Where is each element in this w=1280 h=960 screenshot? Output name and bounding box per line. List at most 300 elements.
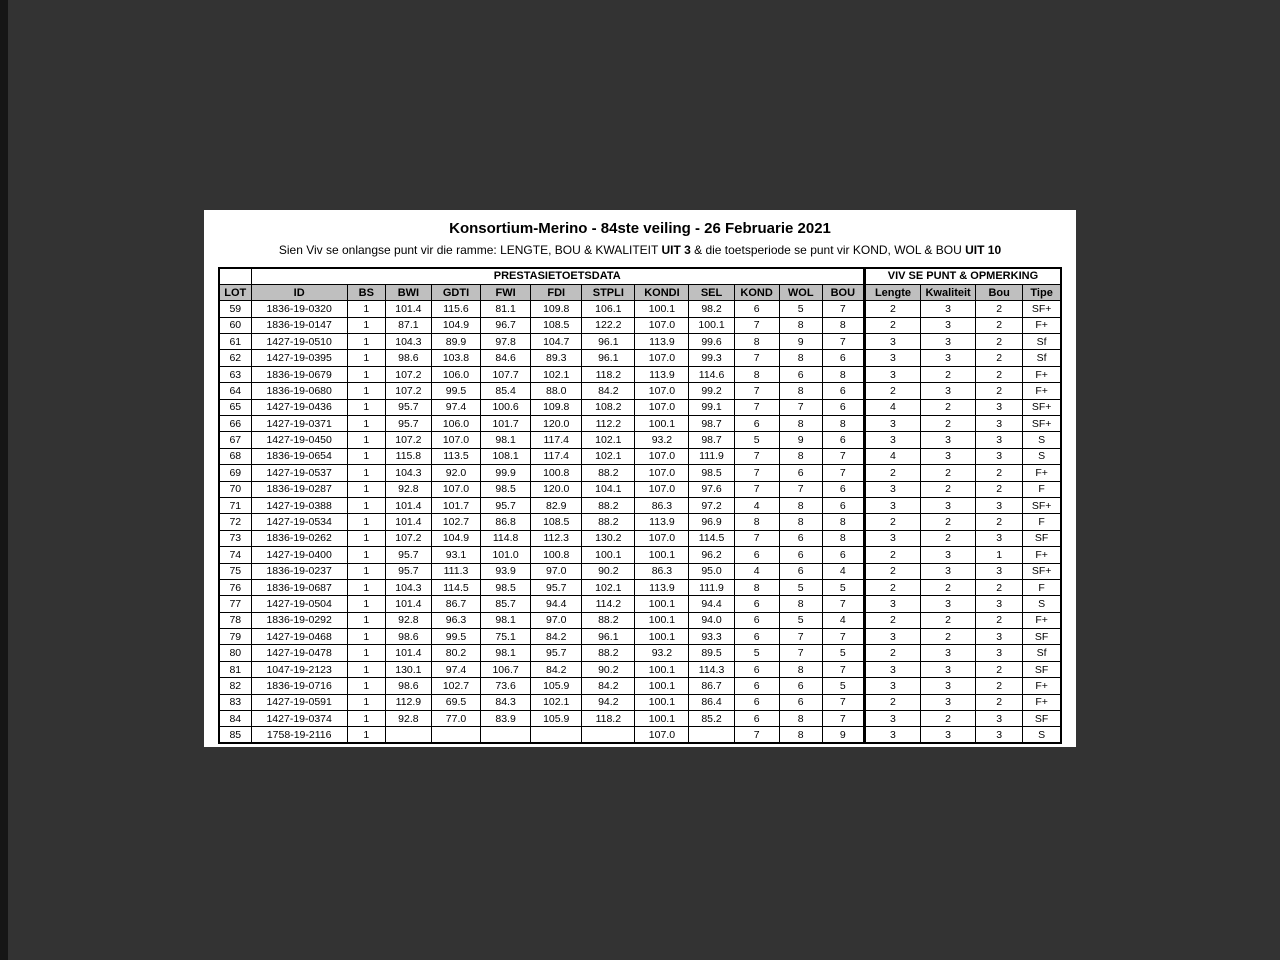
cell-wol: 6 xyxy=(779,694,822,710)
cell-id: 1836-19-0292 xyxy=(251,612,347,628)
cell-kond: 6 xyxy=(734,416,779,432)
cell-wol: 5 xyxy=(779,301,822,317)
cell-gdti: 104.9 xyxy=(431,530,480,546)
cell-stpli: 118.2 xyxy=(582,711,635,727)
cell-bou: 5 xyxy=(822,678,864,694)
cell-kondi: 100.1 xyxy=(635,547,689,563)
cell-kwaliteit: 3 xyxy=(921,645,976,661)
cell-kwaliteit: 3 xyxy=(921,334,976,350)
performance-table xyxy=(218,267,1062,744)
cell-bs: 1 xyxy=(347,465,385,481)
cell-tipe: Sf xyxy=(1023,645,1061,661)
cell-kond: 7 xyxy=(734,465,779,481)
cell-gdti: 99.5 xyxy=(431,383,480,399)
cell-kwaliteit: 3 xyxy=(921,301,976,317)
cell-bs: 1 xyxy=(347,399,385,415)
cell-kwaliteit: 2 xyxy=(921,711,976,727)
cell-id: 1836-19-0320 xyxy=(251,301,347,317)
cell-bou: 3 xyxy=(976,645,1023,661)
cell-bou: 3 xyxy=(976,563,1023,579)
cell-tipe: SF+ xyxy=(1023,416,1061,432)
cell-fwi: 107.7 xyxy=(481,366,531,382)
viewer-edge-strip xyxy=(0,0,8,960)
table-row xyxy=(219,596,1061,612)
cell-fdi: 102.1 xyxy=(531,366,582,382)
cell-fwi: 95.7 xyxy=(481,497,531,513)
cell-gdti: 115.6 xyxy=(431,301,480,317)
cell-sel xyxy=(689,727,734,743)
cell-bou: 6 xyxy=(822,497,864,513)
cell-bou: 4 xyxy=(822,612,864,628)
cell-wol: 6 xyxy=(779,530,822,546)
document-page xyxy=(204,210,1076,747)
cell-tipe: Sf xyxy=(1023,334,1061,350)
cell-bou: 3 xyxy=(976,711,1023,727)
cell-tipe: F xyxy=(1023,514,1061,530)
cell-bwi: 101.4 xyxy=(385,645,431,661)
cell-gdti: 92.0 xyxy=(431,465,480,481)
cell-lengte: 3 xyxy=(864,711,920,727)
cell-fdi: 97.0 xyxy=(531,563,582,579)
cell-wol: 7 xyxy=(779,481,822,497)
table-row xyxy=(219,334,1061,350)
cell-lengte: 3 xyxy=(864,497,920,513)
cell-stpli: 130.2 xyxy=(582,530,635,546)
column-header-lengte: Lengte xyxy=(864,284,920,300)
cell-sel: 99.1 xyxy=(689,399,734,415)
table-row xyxy=(219,612,1061,628)
cell-bs: 1 xyxy=(347,481,385,497)
cell-bou: 3 xyxy=(976,399,1023,415)
cell-lot: 81 xyxy=(219,661,251,677)
cell-bwi: 112.9 xyxy=(385,694,431,710)
cell-gdti: 69.5 xyxy=(431,694,480,710)
cell-id: 1427-19-0468 xyxy=(251,629,347,645)
cell-fdi: 95.7 xyxy=(531,579,582,595)
cell-lot: 82 xyxy=(219,678,251,694)
cell-bs: 1 xyxy=(347,514,385,530)
cell-bou: 2 xyxy=(976,514,1023,530)
cell-tipe: S xyxy=(1023,448,1061,464)
cell-bou: 2 xyxy=(976,612,1023,628)
cell-lengte: 2 xyxy=(864,547,920,563)
cell-tipe: SF+ xyxy=(1023,301,1061,317)
cell-kondi: 100.1 xyxy=(635,694,689,710)
cell-fdi: 120.0 xyxy=(531,416,582,432)
cell-bou: 3 xyxy=(976,448,1023,464)
cell-tipe: SF+ xyxy=(1023,563,1061,579)
cell-tipe: F+ xyxy=(1023,383,1061,399)
cell-tipe: SF+ xyxy=(1023,497,1061,513)
cell-lot: 76 xyxy=(219,579,251,595)
cell-lengte: 3 xyxy=(864,629,920,645)
cell-tipe: SF+ xyxy=(1023,399,1061,415)
table-body xyxy=(219,301,1061,744)
cell-lengte: 2 xyxy=(864,612,920,628)
column-header-gdti: GDTI xyxy=(431,284,480,300)
cell-gdti: 99.5 xyxy=(431,629,480,645)
cell-lot: 69 xyxy=(219,465,251,481)
cell-bs: 1 xyxy=(347,448,385,464)
cell-tipe: SF xyxy=(1023,629,1061,645)
cell-gdti: 86.7 xyxy=(431,596,480,612)
cell-bou: 9 xyxy=(822,727,864,743)
cell-bou: 3 xyxy=(976,497,1023,513)
cell-bwi: 101.4 xyxy=(385,514,431,530)
cell-id: 1427-19-0395 xyxy=(251,350,347,366)
cell-bou: 3 xyxy=(976,416,1023,432)
cell-bou: 2 xyxy=(976,481,1023,497)
cell-wol: 8 xyxy=(779,727,822,743)
cell-kondi: 86.3 xyxy=(635,497,689,513)
cell-bou: 3 xyxy=(976,727,1023,743)
cell-fdi: 100.8 xyxy=(531,547,582,563)
table-row xyxy=(219,711,1061,727)
cell-gdti: 77.0 xyxy=(431,711,480,727)
cell-kwaliteit: 3 xyxy=(921,350,976,366)
cell-sel: 100.1 xyxy=(689,317,734,333)
cell-id: 1427-19-0371 xyxy=(251,416,347,432)
cell-sel: 99.6 xyxy=(689,334,734,350)
table-row xyxy=(219,497,1061,513)
cell-id: 1836-19-0687 xyxy=(251,579,347,595)
cell-lot: 60 xyxy=(219,317,251,333)
cell-bou: 8 xyxy=(822,366,864,382)
cell-lengte: 2 xyxy=(864,383,920,399)
cell-gdti: 107.0 xyxy=(431,432,480,448)
cell-bou: 7 xyxy=(822,448,864,464)
cell-stpli: 90.2 xyxy=(582,563,635,579)
cell-sel: 111.9 xyxy=(689,579,734,595)
column-header-lot: LOT xyxy=(219,284,251,300)
cell-kond: 6 xyxy=(734,694,779,710)
table-row xyxy=(219,530,1061,546)
cell-id: 1427-19-0436 xyxy=(251,399,347,415)
cell-kond: 8 xyxy=(734,579,779,595)
cell-fwi: 85.7 xyxy=(481,596,531,612)
cell-fwi: 97.8 xyxy=(481,334,531,350)
cell-tipe: SF xyxy=(1023,661,1061,677)
cell-kwaliteit: 3 xyxy=(921,383,976,399)
group-header-spacer xyxy=(219,268,251,284)
cell-stpli: 96.1 xyxy=(582,629,635,645)
cell-kond: 7 xyxy=(734,317,779,333)
cell-wol: 8 xyxy=(779,448,822,464)
cell-kond: 7 xyxy=(734,448,779,464)
cell-wol: 6 xyxy=(779,563,822,579)
cell-gdti: 107.0 xyxy=(431,481,480,497)
cell-fwi: 98.5 xyxy=(481,579,531,595)
cell-fwi: 85.4 xyxy=(481,383,531,399)
cell-id: 1427-19-0388 xyxy=(251,497,347,513)
cell-wol: 6 xyxy=(779,465,822,481)
column-header-bwi: BWI xyxy=(385,284,431,300)
cell-kond: 6 xyxy=(734,711,779,727)
cell-bs: 1 xyxy=(347,727,385,743)
table-row xyxy=(219,727,1061,743)
cell-gdti: 89.9 xyxy=(431,334,480,350)
cell-lot: 71 xyxy=(219,497,251,513)
cell-wol: 8 xyxy=(779,317,822,333)
cell-kwaliteit: 3 xyxy=(921,432,976,448)
cell-tipe: F+ xyxy=(1023,317,1061,333)
cell-bwi: 107.2 xyxy=(385,366,431,382)
cell-wol: 7 xyxy=(779,399,822,415)
cell-stpli: 96.1 xyxy=(582,334,635,350)
cell-id: 1427-19-0374 xyxy=(251,711,347,727)
cell-tipe: F+ xyxy=(1023,547,1061,563)
cell-lengte: 3 xyxy=(864,727,920,743)
cell-stpli: 88.2 xyxy=(582,465,635,481)
page-subtitle xyxy=(204,243,1076,258)
cell-sel: 114.3 xyxy=(689,661,734,677)
cell-sel: 99.3 xyxy=(689,350,734,366)
cell-bou: 5 xyxy=(822,579,864,595)
cell-stpli: 88.2 xyxy=(582,645,635,661)
cell-bou: 2 xyxy=(976,301,1023,317)
cell-id: 1047-19-2123 xyxy=(251,661,347,677)
column-header-bs: BS xyxy=(347,284,385,300)
cell-bwi: 101.4 xyxy=(385,301,431,317)
cell-bou: 7 xyxy=(822,629,864,645)
cell-kondi: 107.0 xyxy=(635,317,689,333)
cell-sel: 86.4 xyxy=(689,694,734,710)
cell-kondi: 107.0 xyxy=(635,350,689,366)
cell-lot: 62 xyxy=(219,350,251,366)
cell-lengte: 3 xyxy=(864,596,920,612)
cell-gdti: 80.2 xyxy=(431,645,480,661)
cell-bou: 2 xyxy=(976,366,1023,382)
cell-lengte: 3 xyxy=(864,350,920,366)
cell-kondi: 107.0 xyxy=(635,383,689,399)
cell-bwi: 92.8 xyxy=(385,612,431,628)
cell-bwi: 92.8 xyxy=(385,711,431,727)
cell-bs: 1 xyxy=(347,661,385,677)
cell-kond: 6 xyxy=(734,612,779,628)
cell-wol: 6 xyxy=(779,547,822,563)
cell-id: 1427-19-0504 xyxy=(251,596,347,612)
cell-sel: 98.2 xyxy=(689,301,734,317)
cell-wol: 8 xyxy=(779,383,822,399)
cell-kondi: 100.1 xyxy=(635,612,689,628)
cell-fwi: 73.6 xyxy=(481,678,531,694)
cell-bou: 7 xyxy=(822,301,864,317)
cell-kondi: 107.0 xyxy=(635,448,689,464)
cell-sel: 95.0 xyxy=(689,563,734,579)
cell-bwi: 107.2 xyxy=(385,432,431,448)
cell-kondi: 107.0 xyxy=(635,481,689,497)
cell-lot: 67 xyxy=(219,432,251,448)
cell-fdi: 84.2 xyxy=(531,629,582,645)
cell-fwi: 98.1 xyxy=(481,612,531,628)
cell-lot: 73 xyxy=(219,530,251,546)
cell-tipe: F+ xyxy=(1023,678,1061,694)
cell-bwi: 107.2 xyxy=(385,530,431,546)
cell-bou: 6 xyxy=(822,547,864,563)
cell-gdti: 106.0 xyxy=(431,366,480,382)
cell-bou: 2 xyxy=(976,334,1023,350)
cell-stpli: 84.2 xyxy=(582,383,635,399)
cell-kwaliteit: 2 xyxy=(921,481,976,497)
cell-lengte: 3 xyxy=(864,530,920,546)
cell-kondi: 100.1 xyxy=(635,596,689,612)
cell-sel: 86.7 xyxy=(689,678,734,694)
cell-bwi: 130.1 xyxy=(385,661,431,677)
cell-stpli xyxy=(582,727,635,743)
cell-kwaliteit: 3 xyxy=(921,448,976,464)
cell-lot: 61 xyxy=(219,334,251,350)
cell-stpli: 102.1 xyxy=(582,579,635,595)
cell-sel: 94.4 xyxy=(689,596,734,612)
column-header-bou: BOU xyxy=(822,284,864,300)
cell-id: 1836-19-0680 xyxy=(251,383,347,399)
cell-sel: 98.7 xyxy=(689,432,734,448)
cell-fdi: 112.3 xyxy=(531,530,582,546)
cell-gdti: 104.9 xyxy=(431,317,480,333)
cell-bs: 1 xyxy=(347,645,385,661)
cell-tipe: F+ xyxy=(1023,612,1061,628)
cell-bou: 3 xyxy=(976,432,1023,448)
cell-id: 1427-19-0537 xyxy=(251,465,347,481)
cell-fwi: 99.9 xyxy=(481,465,531,481)
cell-bou: 3 xyxy=(976,596,1023,612)
cell-bwi: 107.2 xyxy=(385,383,431,399)
cell-sel: 89.5 xyxy=(689,645,734,661)
cell-lot: 68 xyxy=(219,448,251,464)
cell-bs: 1 xyxy=(347,432,385,448)
cell-lot: 70 xyxy=(219,481,251,497)
column-header-stpli: STPLI xyxy=(582,284,635,300)
cell-id: 1427-19-0400 xyxy=(251,547,347,563)
cell-fwi xyxy=(481,727,531,743)
cell-tipe: F xyxy=(1023,481,1061,497)
cell-bou: 2 xyxy=(976,661,1023,677)
cell-bou: 7 xyxy=(822,596,864,612)
cell-bs: 1 xyxy=(347,350,385,366)
cell-bou: 8 xyxy=(822,317,864,333)
cell-kond: 7 xyxy=(734,383,779,399)
cell-kwaliteit: 2 xyxy=(921,629,976,645)
cell-wol: 6 xyxy=(779,366,822,382)
cell-kond: 6 xyxy=(734,678,779,694)
cell-bs: 1 xyxy=(347,629,385,645)
cell-bwi: 92.8 xyxy=(385,481,431,497)
table-row xyxy=(219,579,1061,595)
cell-fwi: 96.7 xyxy=(481,317,531,333)
cell-tipe: SF xyxy=(1023,711,1061,727)
cell-bou: 2 xyxy=(976,350,1023,366)
cell-stpli: 88.2 xyxy=(582,612,635,628)
cell-kwaliteit: 2 xyxy=(921,579,976,595)
cell-kwaliteit: 3 xyxy=(921,547,976,563)
cell-bou: 8 xyxy=(822,530,864,546)
cell-bwi: 95.7 xyxy=(385,563,431,579)
cell-wol: 6 xyxy=(779,678,822,694)
cell-lengte: 4 xyxy=(864,448,920,464)
cell-kwaliteit: 2 xyxy=(921,465,976,481)
cell-bou: 6 xyxy=(822,399,864,415)
cell-stpli: 100.1 xyxy=(582,547,635,563)
cell-bwi: 104.3 xyxy=(385,334,431,350)
cell-bwi: 98.6 xyxy=(385,678,431,694)
cell-bou: 6 xyxy=(822,481,864,497)
cell-fdi: 117.4 xyxy=(531,432,582,448)
table-row xyxy=(219,547,1061,563)
cell-bou: 5 xyxy=(822,645,864,661)
cell-fdi: 88.0 xyxy=(531,383,582,399)
cell-sel: 98.7 xyxy=(689,416,734,432)
cell-bwi: 104.3 xyxy=(385,465,431,481)
cell-id: 1836-19-0147 xyxy=(251,317,347,333)
cell-id: 1427-19-0591 xyxy=(251,694,347,710)
cell-kondi: 100.1 xyxy=(635,416,689,432)
cell-bs: 1 xyxy=(347,416,385,432)
cell-bs: 1 xyxy=(347,334,385,350)
cell-stpli: 94.2 xyxy=(582,694,635,710)
cell-gdti: 97.4 xyxy=(431,661,480,677)
cell-kondi: 86.3 xyxy=(635,563,689,579)
table-row xyxy=(219,366,1061,382)
cell-wol: 8 xyxy=(779,416,822,432)
cell-kondi: 107.0 xyxy=(635,399,689,415)
cell-kondi: 107.0 xyxy=(635,530,689,546)
cell-lengte: 3 xyxy=(864,366,920,382)
cell-lengte: 3 xyxy=(864,432,920,448)
cell-wol: 9 xyxy=(779,432,822,448)
subtitle-segment: & die toetsperiode se punt vir KOND, WOL & BOU xyxy=(690,243,966,257)
subtitle-segment: UIT 3 xyxy=(661,243,691,257)
cell-bs: 1 xyxy=(347,366,385,382)
cell-kond: 5 xyxy=(734,645,779,661)
cell-kwaliteit: 3 xyxy=(921,563,976,579)
cell-stpli: 104.1 xyxy=(582,481,635,497)
cell-fdi: 105.9 xyxy=(531,711,582,727)
cell-sel: 94.0 xyxy=(689,612,734,628)
cell-kond: 6 xyxy=(734,629,779,645)
cell-kondi: 93.2 xyxy=(635,432,689,448)
cell-fdi: 84.2 xyxy=(531,661,582,677)
cell-fwi: 114.8 xyxy=(481,530,531,546)
cell-lengte: 4 xyxy=(864,399,920,415)
cell-lengte: 2 xyxy=(864,317,920,333)
cell-bou: 1 xyxy=(976,547,1023,563)
cell-bs: 1 xyxy=(347,678,385,694)
subtitle-segment: UIT 10 xyxy=(965,243,1002,257)
cell-wol: 9 xyxy=(779,334,822,350)
cell-lengte: 2 xyxy=(864,694,920,710)
cell-bwi: 95.7 xyxy=(385,547,431,563)
cell-tipe: Sf xyxy=(1023,350,1061,366)
cell-lengte: 2 xyxy=(864,514,920,530)
cell-bou: 2 xyxy=(976,694,1023,710)
cell-sel: 85.2 xyxy=(689,711,734,727)
table-row xyxy=(219,350,1061,366)
cell-wol: 5 xyxy=(779,579,822,595)
cell-bou: 3 xyxy=(976,629,1023,645)
cell-fwi: 106.7 xyxy=(481,661,531,677)
cell-kond: 7 xyxy=(734,350,779,366)
cell-sel: 96.2 xyxy=(689,547,734,563)
cell-wol: 7 xyxy=(779,629,822,645)
cell-kondi: 113.9 xyxy=(635,334,689,350)
cell-stpli: 108.2 xyxy=(582,399,635,415)
cell-stpli: 84.2 xyxy=(582,678,635,694)
cell-lengte: 3 xyxy=(864,334,920,350)
cell-gdti xyxy=(431,727,480,743)
cell-kwaliteit: 3 xyxy=(921,661,976,677)
page-title: Konsortium-Merino - 84ste veiling - 26 Februarie 2021 xyxy=(449,220,831,237)
table-row xyxy=(219,448,1061,464)
